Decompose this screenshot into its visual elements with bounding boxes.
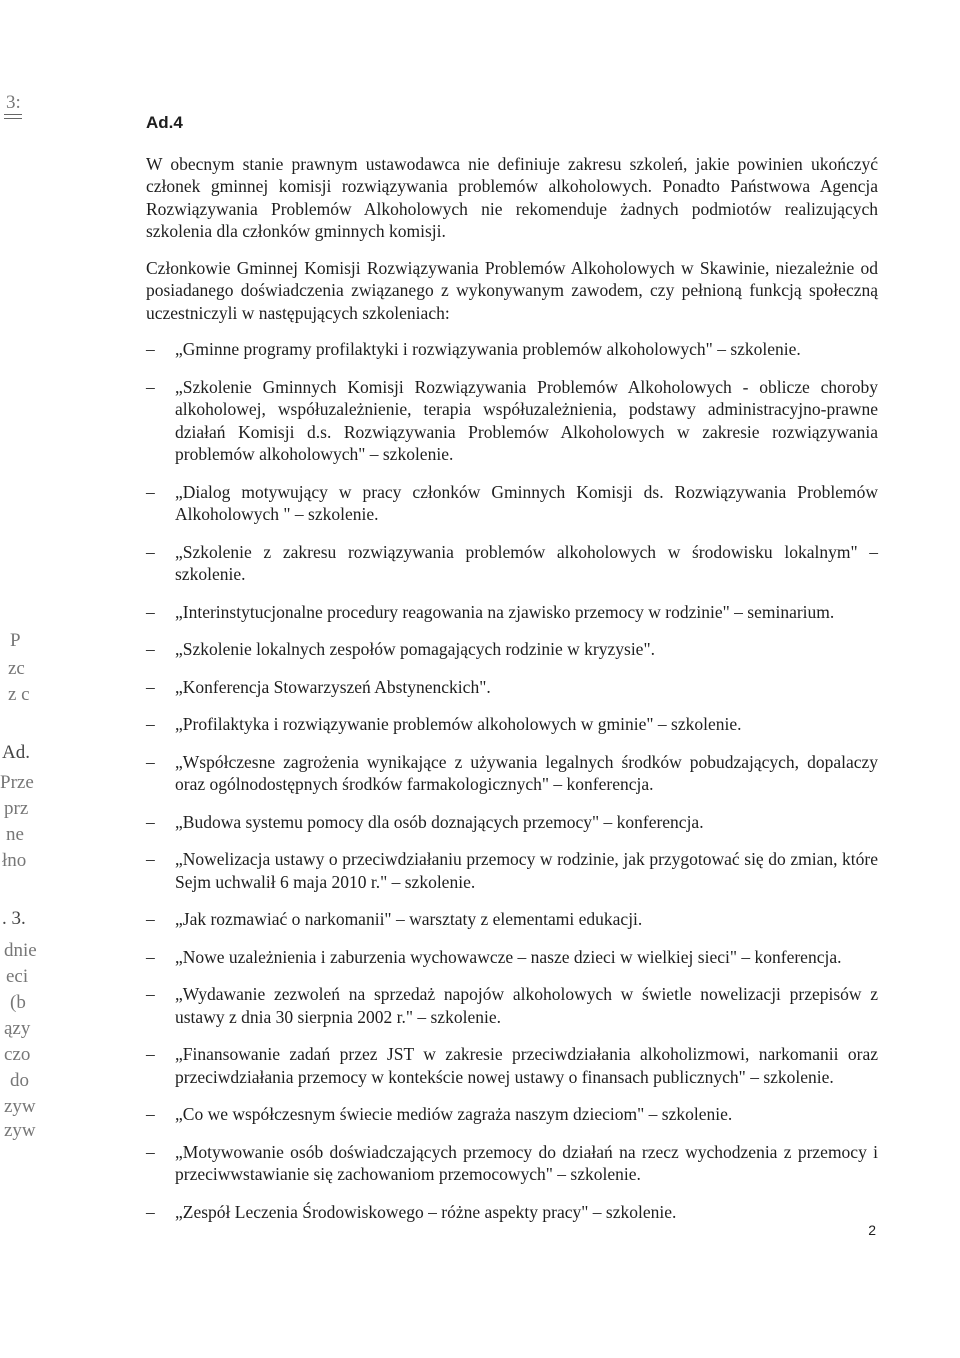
bleed-fragment: Prze — [0, 772, 34, 793]
list-item-text: „Finansowanie zadań przez JST w zakresie przeciwdziałania alkoholizmowi, narkomanii oraz przeciwdziałania przemocy w kontekście nowej ustawy o finansach publicznych" – szkolenie. — [175, 1044, 878, 1087]
list-dash: – — [146, 714, 155, 734]
list-item-text: „Co we współczesnym świecie mediów zagraża naszym dzieciom" – szkolenie. — [175, 1104, 733, 1124]
bleed-fragment: eci — [6, 966, 29, 987]
list-item-text: „Gminne programy profilaktyki i rozwiązywania problemów alkoholowych" – szkolenie. — [175, 339, 801, 359]
list-item — [146, 481, 878, 526]
list-dash: – — [146, 984, 155, 1004]
list-dash: – — [146, 481, 155, 502]
list-item — [146, 908, 878, 931]
list-item-text: „Nowelizacja ustawy o przeciwdziałaniu przemocy w rodzinie, jak przygotować się do zmian, które Sejm uchwalił 6 maja 2010 r." – szkolenie. — [175, 849, 878, 892]
bleed-fragment: ązy — [4, 1018, 31, 1039]
list-dash: – — [146, 339, 155, 359]
list-dash: – — [146, 676, 155, 697]
bleed-fragment: prz — [4, 798, 29, 819]
list-item-text: „Dialog motywujący w pracy członków Gminnych Komisji ds. Rozwiązywania Problemów Alkoholowych " – szkolenie. — [175, 481, 878, 524]
list-item-text: „Profilaktyka i rozwiązywanie problemów alkoholowych w gminie" – szkolenie. — [175, 714, 742, 734]
list-dash: – — [146, 751, 155, 772]
list-dash: – — [146, 1044, 155, 1064]
list-dash: – — [146, 1104, 155, 1124]
list-item — [146, 1043, 878, 1088]
list-dash: – — [146, 811, 155, 832]
bleed-fragment: (b — [10, 992, 26, 1013]
training-list — [146, 338, 878, 1223]
list-item — [146, 541, 878, 586]
bleed-fragment: dnie — [4, 940, 37, 961]
previous-page-bleed — [0, 0, 40, 1358]
bleed-fragment: z c — [8, 684, 30, 705]
list-dash: – — [146, 1201, 155, 1222]
list-item-text: „Motywowanie osób doświadczających przemocy do działań na rzecz wychodzenia z przemocy i przeciwwstawianie się zachowaniom przemocowych" – szkolenie. — [175, 1141, 878, 1184]
list-dash: – — [146, 849, 155, 869]
list-item-text: „Wydawanie zezwoleń na sprzedaż napojów alkoholowych w świetle nowelizacji przepisów z ustawy z dnia 30 sierpnia 2002 r." – szkolenie. — [175, 984, 878, 1027]
bleed-fragment: ne — [6, 824, 24, 845]
bleed-fragment: P — [10, 630, 21, 651]
list-item — [146, 1103, 878, 1126]
bleed-fragment: zyw — [4, 1120, 36, 1141]
list-item-text: „Nowe uzależnienia i zaburzenia wychowawcze – nasze dzieci w wielkiej sieci" – konferencja. — [175, 946, 842, 967]
list-item — [146, 848, 878, 893]
list-item — [146, 946, 878, 969]
list-item — [146, 1141, 878, 1186]
list-item — [146, 338, 878, 361]
section-heading: Ad.4 — [146, 113, 183, 132]
bleed-fragment: zyw — [4, 1096, 36, 1117]
list-item-text: „Konferencja Stowarzyszeń Abstynenckich". — [175, 676, 491, 697]
list-item — [146, 638, 878, 661]
list-dash: – — [146, 376, 155, 397]
bleed-fragment: łno — [2, 850, 27, 871]
list-item-text: „Zespół Leczenia Środowiskowego – różne aspekty pracy" – szkolenie. — [175, 1201, 677, 1222]
list-dash: – — [146, 909, 155, 929]
list-item — [146, 713, 878, 736]
list-dash: – — [146, 639, 155, 659]
bleed-fragment: do — [10, 1070, 29, 1091]
list-item-text: „Jak rozmawiać o narkomanii" – warsztaty z elementami edukacji. — [175, 909, 643, 929]
bleed-rule — [4, 118, 22, 119]
bleed-rule — [4, 114, 22, 115]
list-item-text: „Współczesne zagrożenia wynikające z używania legalnych środków pobudzających, dopalaczy oraz ogólnodostępnych środków farmakologicznych" – konferencja. — [175, 751, 878, 794]
list-item — [146, 811, 878, 834]
bleed-fragment: czo — [4, 1044, 31, 1065]
intro-paragraph: W obecnym stanie prawnym ustawodawca nie definiuje zakresu szkoleń, jakie powinien ukończyć członek gminnej komisji rozwiązywania problemów alkoholowych. Ponadto Państwowa Agencja Rozwiązywania Problemów Alkoholowych nie rekomenduje żadnych podmiotów realizujących szkolenia dla członków gminnych komisji. — [146, 153, 878, 241]
list-dash: – — [146, 541, 155, 562]
list-item — [146, 676, 878, 699]
list-item-text: „Szkolenie Gminnych Komisji Rozwiązywania Problemów Alkoholowych - oblicze choroby alkoholowej, współuzależnienie, terapia współuzależnienia, podstawy administracyjno-prawne działań Komisji d.s. Rozwiązywania Problemów Alkoholowych w zakresie rozwiązywania problemów alkoholowych" – szkolenie. — [175, 376, 878, 464]
list-item-text: „Budowa systemu pomocy dla osób doznających przemocy" – konferencja. — [175, 811, 704, 832]
bleed-fragment: 3: — [6, 92, 21, 113]
bleed-fragment: . 3. — [2, 908, 26, 929]
members-paragraph: Członkowie Gminnej Komisji Rozwiązywania Problemów Alkoholowych w Skawinie, niezależnie od posiadanego doświadczenia związanego z wykonywanym zawodem, czy pełnioną funkcją społeczną uczestniczyli w następujących szkoleniach: — [146, 257, 878, 323]
list-dash: – — [146, 601, 155, 622]
bleed-fragment: zc — [8, 658, 25, 679]
list-item — [146, 1201, 878, 1224]
list-item — [146, 601, 878, 624]
page-number: 2 — [868, 1222, 876, 1238]
list-item-text: „Interinstytucjonalne procedury reagowania na zjawisko przemocy w rodzinie" – seminarium. — [175, 601, 835, 622]
bleed-fragment: Ad. — [2, 742, 30, 763]
list-dash: – — [146, 946, 155, 967]
document-page — [146, 112, 878, 1238]
list-item — [146, 376, 878, 466]
list-item — [146, 751, 878, 796]
list-item-text: „Szkolenie lokalnych zespołów pomagających rodzinie w kryzysie". — [175, 639, 655, 659]
list-item-text: „Szkolenie z zakresu rozwiązywania problemów alkoholowych w środowisku lokalnym" – szkolenie. — [175, 541, 878, 584]
list-dash: – — [146, 1141, 155, 1162]
list-item — [146, 983, 878, 1028]
